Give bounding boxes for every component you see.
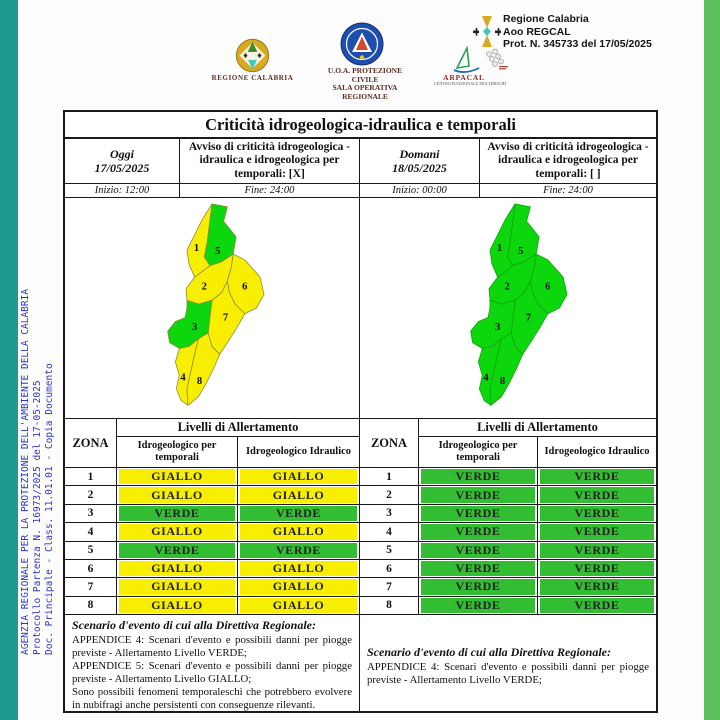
level-badge: VERDE <box>540 579 654 594</box>
level-badge: GIALLO <box>240 487 357 502</box>
svg-text:6: 6 <box>545 281 551 293</box>
protocol-stamp <box>503 13 652 51</box>
level-badge: GIALLO <box>240 561 357 576</box>
tomorrow-fine: Fine: 24:00 <box>543 185 593 196</box>
level-badge: VERDE <box>421 579 535 594</box>
level-badge: GIALLO <box>240 469 357 484</box>
tomorrow-avviso-cell: Avviso di criticità idrogeologica - idraulica e idrogeologica per temporali: [ ] <box>487 140 649 180</box>
calabria-map-tomorrow <box>457 202 573 414</box>
validity-times-row <box>65 184 656 198</box>
table-row: 8 VERDE VERDE <box>360 597 656 614</box>
scenario-line: APPENDICE 4: Scenari d'evento e possibili danni per piogge previste - Allertamento Livello VERDE; <box>367 661 649 686</box>
regione-calabria-logo-icon <box>235 38 270 73</box>
scenario-heading-tomorrow: Scenario d'evento di cui alla Direttiva Regionale: <box>367 645 611 659</box>
today-inizio: Inizio: 12:00 <box>65 184 180 197</box>
svg-text:3: 3 <box>495 322 501 334</box>
pc-caption-line2: SALA OPERATIVA REGIONALE <box>332 83 398 101</box>
svg-text:2: 2 <box>504 281 510 293</box>
table-row: 5 VERDE VERDE <box>360 542 656 560</box>
level-badge: GIALLO <box>119 561 235 576</box>
zona-header-today: ZONA <box>65 419 117 467</box>
map-cell-today <box>65 198 360 418</box>
level-badge: GIALLO <box>119 524 235 539</box>
level-badge: VERDE <box>421 524 535 539</box>
svg-text:6: 6 <box>242 281 248 293</box>
table-row: 5 VERDE VERDE <box>65 542 359 560</box>
today-avviso-cell: Avviso di criticità idrogeologica - idraulica e idrogeologica per temporali: [X] <box>180 139 360 183</box>
table-row: 4 VERDE VERDE <box>360 523 656 541</box>
left-edge-bar <box>0 0 18 720</box>
regcal-protocol-logo-icon <box>472 15 502 48</box>
right-edge-bar <box>704 0 720 720</box>
table-row: 1 GIALLO GIALLO <box>65 468 359 486</box>
level-badge: VERDE <box>421 561 535 576</box>
maps-row <box>65 198 656 419</box>
svg-text:5: 5 <box>518 246 524 258</box>
level-badge: VERDE <box>240 506 357 521</box>
table-row: 3 VERDE VERDE <box>360 505 656 523</box>
table-row: 8 GIALLO GIALLO <box>65 597 359 614</box>
level-badge: GIALLO <box>119 469 235 484</box>
level-badge: VERDE <box>119 543 235 558</box>
level-badge: VERDE <box>421 469 535 484</box>
sidebar-protocol-line: Protocollo Partenza N. 16973/2025 del 17-05-2025 <box>32 380 43 655</box>
svg-text:4: 4 <box>483 372 489 384</box>
protezione-civile-caption <box>315 67 415 101</box>
protocol-line3: Prot. N. 345733 del 17/05/2025 <box>503 38 652 50</box>
svg-text:8: 8 <box>196 376 203 388</box>
alert-table-today <box>65 419 360 614</box>
level-badge: VERDE <box>540 487 654 502</box>
level-badge: GIALLO <box>240 579 357 594</box>
levels-header-today: Livelli di Allertamento <box>117 419 359 437</box>
col-temporali-today: Idrogeologico per temporali <box>117 437 238 467</box>
table-row: 2 GIALLO GIALLO <box>65 486 359 504</box>
bulletin-title: Criticità idrogeologica-idraulica e temporali <box>65 112 656 139</box>
level-badge: VERDE <box>240 543 357 558</box>
protocol-line1: Regione Calabria <box>503 13 589 25</box>
svg-text:7: 7 <box>222 312 229 324</box>
scenario-line: Sono possibili fenomeni temporaleschi che potrebbero evolvere in nubifragi anche persistenti con conseguenze rilevanti. <box>72 686 352 711</box>
tomorrow-date-cell <box>360 139 480 183</box>
level-badge: GIALLO <box>119 487 235 502</box>
level-badge: VERDE <box>421 598 535 613</box>
svg-text:2: 2 <box>201 281 207 293</box>
tomorrow-inizio: Inizio: 00:00 <box>360 184 480 197</box>
bulletin-header-row <box>65 139 656 184</box>
svg-text:3: 3 <box>192 322 198 334</box>
today-date: 17/05/2025 <box>94 161 150 175</box>
level-badge: VERDE <box>421 487 535 502</box>
level-badge: VERDE <box>119 506 235 521</box>
map-cell-tomorrow <box>360 198 656 418</box>
level-badge: VERDE <box>540 543 654 558</box>
levels-header-tomorrow: Livelli di Allertamento <box>419 419 656 437</box>
svg-text:1: 1 <box>496 243 503 255</box>
alert-tables-row <box>65 419 656 615</box>
level-badge: VERDE <box>540 506 654 521</box>
level-badge: VERDE <box>540 598 654 613</box>
level-badge: VERDE <box>540 524 654 539</box>
protocol-sidebar <box>20 273 60 655</box>
scenario-heading-today: Scenario d'evento di cui alla Direttiva Regionale: <box>72 618 316 632</box>
scenario-row <box>65 615 656 711</box>
bulletin-table <box>63 110 658 713</box>
arpacal-logo-icon <box>452 46 482 74</box>
svg-text:4: 4 <box>180 372 186 384</box>
col-temporali-tomorrow: Idrogeologico per temporali <box>419 437 538 467</box>
table-row: 3 VERDE VERDE <box>65 505 359 523</box>
table-row: 4 GIALLO GIALLO <box>65 523 359 541</box>
sidebar-doc-line: Doc. Principale - Class. 11.01.01 - Copia Documento <box>44 363 55 655</box>
level-badge: VERDE <box>540 469 654 484</box>
today-label: Oggi <box>110 147 134 161</box>
level-badge: GIALLO <box>119 579 235 594</box>
table-row: 7 VERDE VERDE <box>360 578 656 596</box>
table-row: 1 VERDE VERDE <box>360 468 656 486</box>
level-badge: GIALLO <box>240 524 357 539</box>
scenario-tomorrow <box>360 615 656 711</box>
pc-caption-line1: U.O.A. PROTEZIONE CIVILE <box>327 66 403 84</box>
alert-table-tomorrow <box>360 419 656 614</box>
scenario-line: APPENDICE 4: Scenari d'evento e possibili danni per piogge previste - Allertamento Livello VERDE; <box>72 634 352 659</box>
scenario-today <box>65 615 360 711</box>
scenario-line: APPENDICE 5: Scenari d'evento e possibili danni per piogge previste - Allertamento Livello GIALLO; <box>72 660 352 685</box>
tomorrow-label: Domani <box>399 147 440 161</box>
today-fine: Fine: 24:00 <box>180 184 360 197</box>
level-badge: VERDE <box>540 561 654 576</box>
calabria-map-today <box>154 202 270 414</box>
protezione-civile-logo-icon <box>340 22 384 66</box>
svg-text:7: 7 <box>525 312 532 324</box>
level-badge: GIALLO <box>119 598 235 613</box>
centro-funzionale-logo-icon <box>482 48 512 74</box>
zona-header-tomorrow: ZONA <box>360 419 419 467</box>
table-row: 6 GIALLO GIALLO <box>65 560 359 578</box>
table-row: 2 VERDE VERDE <box>360 486 656 504</box>
arpacal-caption: ARPACAL <box>443 73 485 82</box>
regione-calabria-caption: REGIONE CALABRIA <box>211 74 294 82</box>
arpacal-subcaption: CENTRO FUNZIONALE MULTIRISCHI <box>434 81 506 86</box>
today-date-cell <box>65 139 180 183</box>
svg-text:5: 5 <box>215 246 221 258</box>
col-idraulico-today: Idrogeologico Idraulico <box>245 446 352 457</box>
tomorrow-date: 18/05/2025 <box>392 161 447 175</box>
sidebar-agency-line: AGENZIA REGIONALE PER LA PROTEZIONE DELL'AMBIENTE DELLA CALABRIA <box>20 288 31 655</box>
svg-text:8: 8 <box>499 376 506 388</box>
level-badge: VERDE <box>421 543 535 558</box>
col-idraulico-tomorrow: Idrogeologico Idraulico <box>544 446 650 457</box>
table-row: 6 VERDE VERDE <box>360 560 656 578</box>
svg-text:1: 1 <box>193 243 200 255</box>
table-row: 7 GIALLO GIALLO <box>65 578 359 596</box>
level-badge: VERDE <box>421 506 535 521</box>
protocol-line2: Aoo REGCAL <box>503 25 571 38</box>
level-badge: GIALLO <box>240 598 357 613</box>
